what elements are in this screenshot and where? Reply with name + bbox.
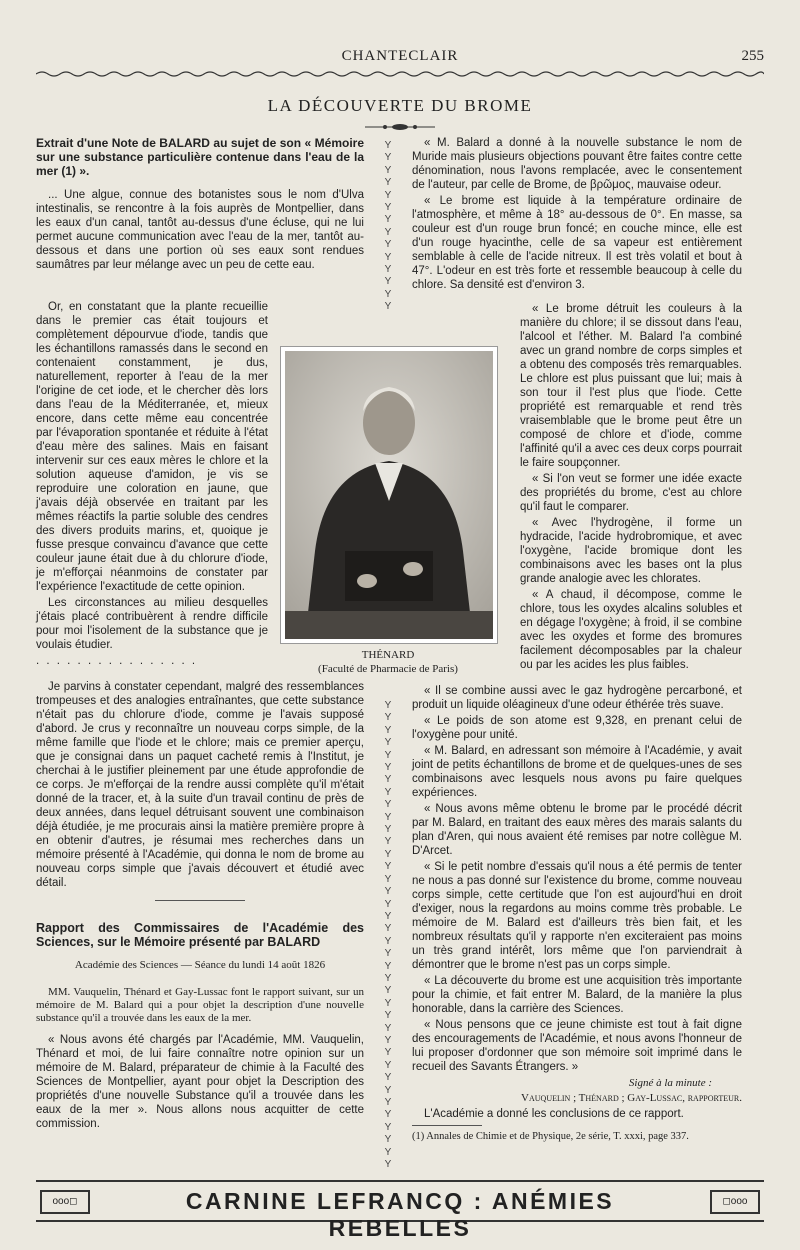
paragraph: « Le brome est liquide à la température ordinaire de l'atmosphère, et même à 18° au-dessous de 0°. En masse, sa couleur est d'un rouge brun foncé; en couche mince, elle est d'un rouge hyacinthe, celle de sa vapeur est entièrement semblable à celle de l'acide nitreux. Il est très volatil et bout à 47°. L'odeur en est très forte et ressemble beaucoup à celle du chlore. Sa densité est d'environ 3. bbox=[412, 195, 742, 291]
signers: Vauquelin ; Thénard ; Gay-Lussac, rapporteur. bbox=[521, 1092, 742, 1104]
journal-title: CHANTECLAIR bbox=[341, 48, 459, 64]
portrait-frame bbox=[280, 346, 498, 644]
paragraph: « M. Balard a donné à la nouvelle substance le nom de Muride mais plusieurs objections pouvant être faites contre cette dénomination, nous l'avons remplacée, avec le consentement de l'auteur, par celle de Brome, de βρῶμος, mauvaise odeur. bbox=[412, 137, 742, 191]
extract-heading: Extrait d'une Note de BALARD au sujet de son « Mémoire sur une substance particulière contenue dans l'eau de la mer (1) ». bbox=[36, 136, 364, 178]
banner-box-right: ◻ooo bbox=[710, 1190, 760, 1214]
banner-text: CARNINE LEFRANCQ : ANÉMIES REBELLES bbox=[185, 1188, 615, 1241]
paragraph: Les circonstances au milieu desquelles j'étais placé contribuèrent à rendre difficile pour moi l'isolement de la substance que je voulais étudier. bbox=[36, 597, 268, 651]
paragraph: « Nous avons été chargés par l'Académie, MM. Vauquelin, Thénard et moi, de lui faire connaître notre opinion sur un mémoire de M. Balard, préparateur de chimie à la Faculté des Sciences de Montpellier, ayant pour objet la Description des propriétés d'une nouvelle Substance qu'il a trouvée dans les eaux de la mer ». Nous allons nous acquitter de cette commission. bbox=[36, 1034, 364, 1130]
paragraph: « Le poids de son atome est 9,328, en prenant celui de l'oxygène pour unité. bbox=[412, 715, 742, 741]
running-header bbox=[36, 48, 764, 68]
paragraph: ... Une algue, connue des botanistes sous le nom d'Ulva intestinalis, se rencontre à la fois auprès de Montpellier, dans les eaux d'un canal, tantôt au-dessus d'une écluse, qui ne lui permet aucune communication avec l'eau de la mer, tantôt au-dessous et dans une portion où ses eaux sont rendues saumâtres par leur mélange avec un peu de cette eau. bbox=[36, 189, 364, 271]
footnote-rule bbox=[412, 1125, 482, 1126]
ellipsis-dots: . . . . . . . . . . . . . . . . bbox=[36, 655, 198, 667]
paragraph: « Si le petit nombre d'essais qu'il nous a été permis de tenter ne nous a pas donné sur l'existence du brome, comme nouveau corps simple, cette certitude que l'on est aujourd'hui en droit d'exiger, nous la regardons au moins comme très probable. Le mémoire de M. Balard est d'ailleurs très bien fait, et les nombreux résultats qu'il y rapporte n'en exciteraient pas moins un très grand intérêt, lors même que l'on parviendrait à démontrer que le brome n'est pas un corps simple. bbox=[412, 861, 742, 971]
paragraph: « A chaud, il décompose, comme le chlore, tous les oxydes alcalins solubles et en dégage l'oxygène; à froid, il se combine avec les oxydes et forme des bromures facilement décomposables par la chaleur ou par les acides les plus faibles. bbox=[520, 589, 742, 671]
right-column-narrow bbox=[520, 302, 742, 674]
signature-line: Signé à la minute : bbox=[628, 1077, 712, 1089]
paragraph: « Le brome détruit les couleurs à la manière du chlore; il se dissout dans l'eau, l'alcool et l'éther. M. Balard l'a combiné avec un grand nombre de corps simples et a obtenu des composés très remarquables. Le chlore est plus puissant que lui; mais à son tour il l'est plus que l'iode. Cette propriété est remarquable et rend très vraisemblable que le brome peut être un composé de chlore et d'iode, comme l'affinité qu'il a avec ces deux corps pourrait le faire soupçonner. bbox=[520, 303, 742, 469]
report-intro: MM. Vauquelin, Thénard et Gay-Lussac font le rapport suivant, sur un mémoire de M. Balard qui a pour objet la description d'une nouvelle substance qu'il a trouvée dans les eaux de la mer. bbox=[36, 986, 364, 1024]
paragraph: « M. Balard, en adressant son mémoire à l'Académie, y avait joint de petits échantillons de brome et de quelques-unes de ses combinaisons avec lesquels nous avons pu faire quelques expériences. bbox=[412, 745, 742, 799]
left-column-bottom bbox=[36, 680, 364, 1133]
column-separator: Y Y Y Y Y Y Y Y Y Y Y Y Y Y Y Y Y Y Y Y Y Y Y Y Y Y Y Y Y Y Y Y Y Y Y Y Y Y bbox=[384, 700, 392, 1170]
seance-line: Académie des Sciences — Séance du lundi 14 août 1826 bbox=[74, 959, 326, 971]
paragraph: « Nous pensons que ce jeune chimiste est tout à fait digne des encouragements de l'Académie, et nous avons l'honneur de lui proposer d'ordonner que son mémoire soit imprimé dans le recueil des Savants Étrangers. » bbox=[412, 1019, 742, 1073]
page-number: 255 bbox=[741, 48, 764, 64]
paragraph: « La découverte du brome est une acquisition très importante pour la chimie, et fait entrer M. Balard, de la manière la plus honorable, dans la carrière des Sciences. bbox=[412, 975, 742, 1015]
banner-box-left: ooo◻ bbox=[40, 1190, 90, 1214]
portrait-name: THÉNARD bbox=[361, 649, 415, 661]
conclusion: L'Académie a donné les conclusions de ce rapport. bbox=[424, 1108, 684, 1120]
paragraph: « Si l'on veut se former une idée exacte des propriétés du brome, c'est au chlore qu'il faut le comparer. bbox=[520, 473, 742, 513]
portrait-caption bbox=[270, 648, 506, 676]
paragraph: « Nous avons même obtenu le brome par le procédé décrit par M. Balard, en traitant des eaux mères des marais salants du plan d'Aren, qui nous avaient été remises par notre collègue M. D'Arcet. bbox=[412, 803, 742, 857]
portrait-photo bbox=[285, 351, 493, 639]
portrait-source: (Faculté de Pharmacie de Paris) bbox=[318, 663, 458, 675]
right-column bbox=[412, 136, 742, 294]
advertisement-banner bbox=[36, 1180, 764, 1241]
footnote: (1) Annales de Chimie et de Physique, 2e série, T. xxxi, page 337. bbox=[412, 1131, 689, 1142]
article-title: LA DÉCOUVERTE DU BROME bbox=[267, 96, 533, 115]
section-divider bbox=[155, 900, 245, 901]
left-column-wrap bbox=[36, 300, 268, 668]
right-column-bottom bbox=[412, 684, 742, 1143]
report-heading: Rapport des Commissaires de l'Académie des Sciences, sur le Mémoire présenté par BALARD bbox=[36, 921, 364, 949]
paragraph: Or, en constatant que la plante recueillie dans le premier cas était toujours et complètement dépourvue d'iode, tandis que les échantillons ramassés dans le second en contenaient constamment, je dus, naturellement, reporter à l'eau de la mer l'origine de cet iode, et le chercher dès lors dans l'eau de la Méditerranée, et, mieux encore, dans cette même eau concentrée par l'évaporation spontanée et réduite à l'état d'eau mère des salines. Mais en faisant intervenir sur ces eaux mères le chlore et la solution aqueuse d'amidon, je vis se reproduire une coloration en jaune, que j'avais déjà observée en traitant par les mêmes réactifs la partie soluble des cendres des divers produits marins, et, quoique je fusse presque convaincu d'avance que cette couleur jaune était due à du chlorure d'iode, je m'efforçai néanmoins de constater par l'expérience l'exactitude de cette opinion. bbox=[36, 301, 268, 593]
left-column-top bbox=[36, 136, 364, 274]
paragraph: « Il se combine aussi avec le gaz hydrogène percarboné, et produit un liquide oléagineux d'une odeur éthérée très suave. bbox=[412, 685, 742, 711]
wavy-rule bbox=[36, 70, 764, 78]
paragraph: « Avec l'hydrogène, il forme un hydracide, l'acide hydrobromique, et avec l'oxygène, l'acide bromique dont les combinaisons avec les bases ont la plus grande analogie avec les chlorates. bbox=[520, 517, 742, 585]
paragraph: Je parvins à constater cependant, malgré des ressemblances trompeuses et des analogies entraînantes, que cette substance n'était pas du chlorure d'iode, comme je l'avais supposé d'abord. Je crus y reconnaître un nouveau corps simple, de la même famille que l'iode et le chlore; mais ce premier aperçu, que je consignai dans un paquet cacheté remis à l'Institut, je cherchai à le justifier pleinement par une étude approfondie de ce corps. Je m'efforçai de la rendre aussi complète qu'il m'était donné de la tracer, et, à la suite d'un travail continu de près de deux années, dans lequel détruisant souvent une combinaison déjà étudiée, je me procurais ainsi la matière première propre à en obtenir d'autres, je résumai mes recherches dans un mémoire présenté à l'Académie, qui donna le nom de brome au nouveau corps simple que j'avais découvert et étudié avec détail. bbox=[36, 681, 364, 889]
ornament-icon bbox=[360, 122, 440, 132]
column-separator: Y Y Y Y Y Y Y Y Y Y Y Y Y Y bbox=[384, 140, 392, 313]
